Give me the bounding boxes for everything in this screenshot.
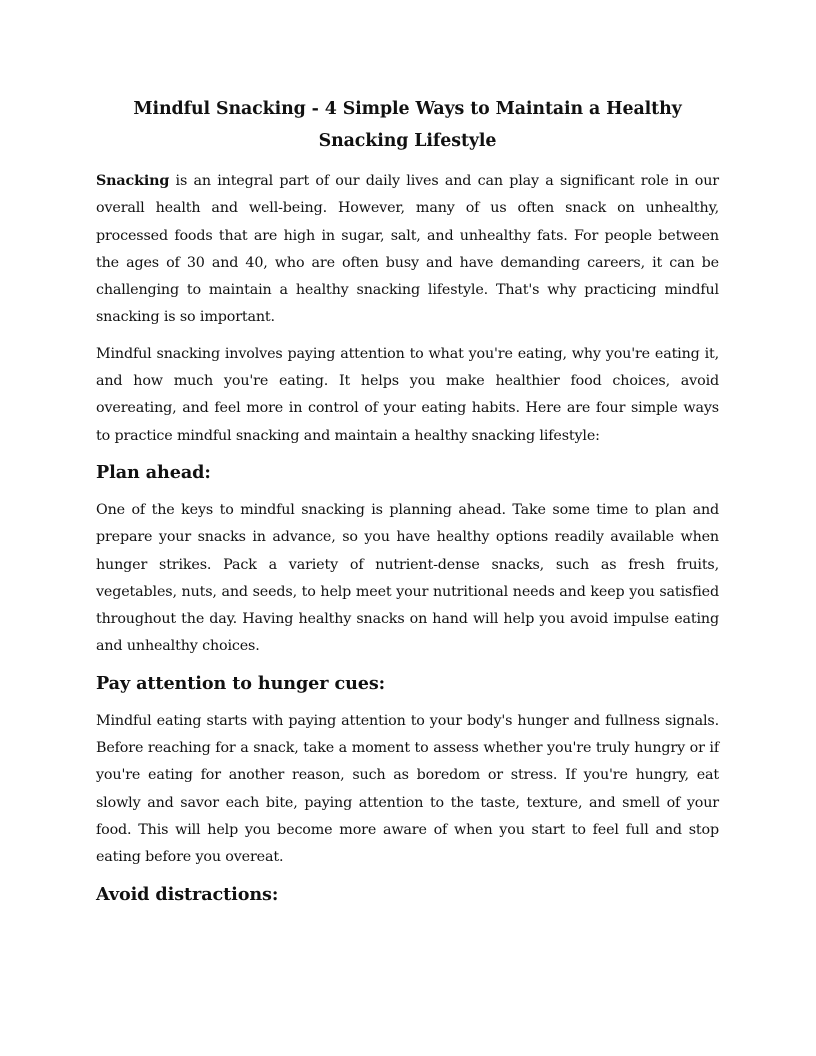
section-heading-avoid-distractions: Avoid distractions: xyxy=(96,883,279,905)
intro-text: is an integral part of our daily lives and can play a significant role in our overall health and well-being. However, many of us often snack on unhealthy, processed foods that are high in sugar, salt, and unhealthy fats. For people between the ages of 30 and 40, who are often busy and have demanding careers, it can be challenging to maintain a healthy snacking lifestyle. That's why practicing mindful snacking is so important. xyxy=(96,173,719,326)
section-heading-plan-ahead: Plan ahead: xyxy=(96,461,211,483)
intro-lead-word: Snacking xyxy=(96,173,170,189)
section-body-plan-ahead: One of the keys to mindful snacking is planning ahead. Take some time to plan and prepare your snacks in advance, so you have healthy options readily available when hunger strikes. Pack a variety of nutrient-dense snacks, such as fresh fruits, vegetables, nuts, and seeds, to help meet your nutritional needs and keep you satisfied throughout the day. Having healthy snacks on hand will help you avoid impulse eating and unhealthy choices. xyxy=(96,501,719,655)
section-heading-hunger-cues: Pay attention to hunger cues: xyxy=(96,672,386,694)
body-paragraph: Mindful snacking involves paying attention to what you're eating, why you're eating it, and how much you're eating. It helps you make healthier food choices, avoid overeating, and feel more in control of your eating habits. Here are four simple ways to practice mindful snacking and maintain a healthy snacking lifestyle: xyxy=(96,345,719,444)
intro-paragraph xyxy=(96,168,719,332)
page-title: Mindful Snacking - 4 Simple Ways to Maintain a Healthy Snacking Lifestyle xyxy=(133,99,682,151)
section-body-hunger-cues: Mindful eating starts with paying attention to your body's hunger and fullness signals. Before reaching for a snack, take a moment to assess whether you're truly hungry or if you're eating for another reason, such as boredom or stress. If you're hungry, eat slowly and savor each bite, paying attention to the taste, texture, and smell of your food. This will help you become more aware of when you start to feel full and stop eating before you overeat. xyxy=(96,712,719,866)
document-page xyxy=(96,93,719,919)
